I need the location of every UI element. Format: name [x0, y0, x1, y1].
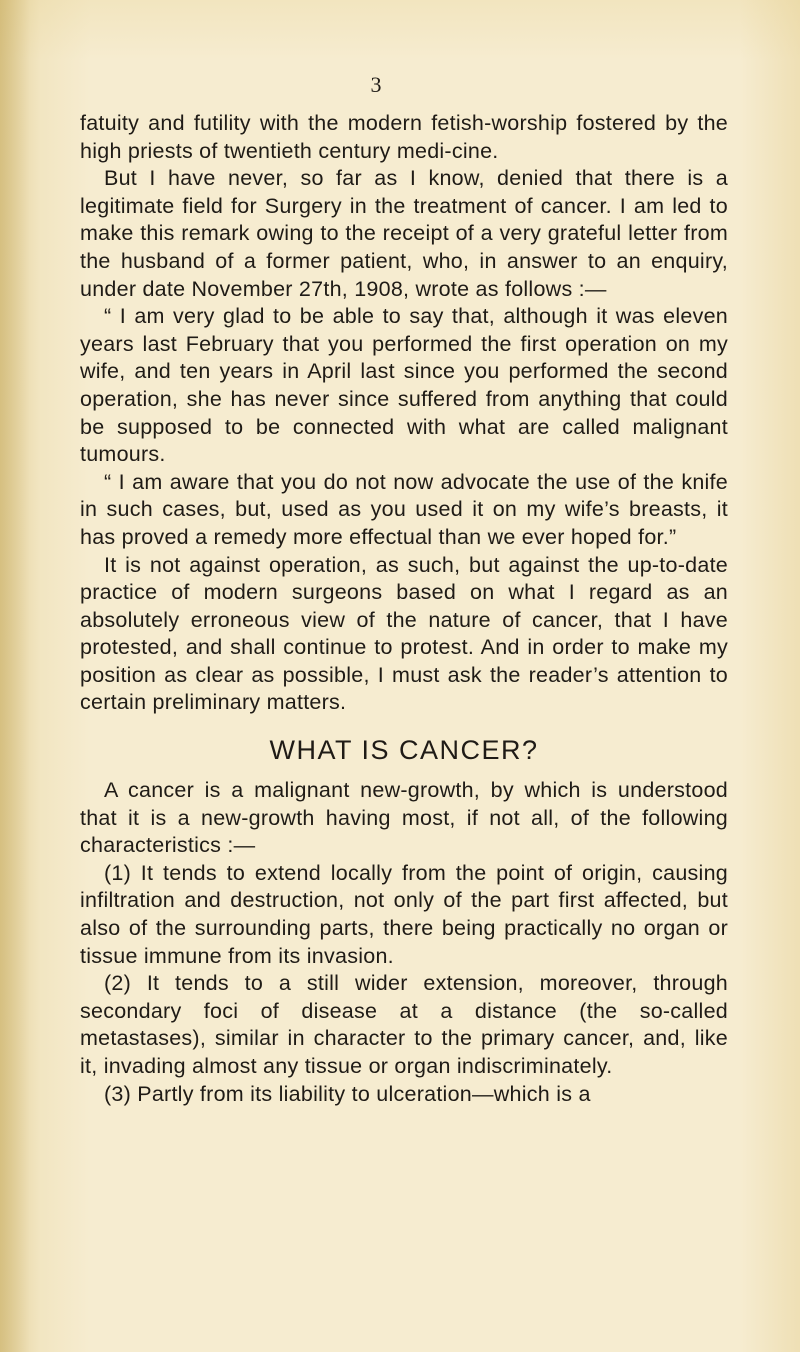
- paragraph-surgery: But I have never, so far as I know, denied that there is a legitimate field for Surgery in the treatment of cancer. I am led to make this remark owing to the receipt of a very grateful letter from the husband of a former patient, who, in answer to an enquiry, under date November 27th, 1908, wrote as follows :—: [80, 166, 728, 301]
- list-item-1: (1) It tends to extend locally from the point of origin, causing infiltration and destruction, not only of the part first affected, but also of the surrounding parts, there being practically no organ or tissue immune from its invasion.: [80, 860, 728, 968]
- paragraph-continuation: fatuity and futility with the modern fetish-worship fostered by the high priests of twentieth century medi-cine.: [80, 111, 728, 163]
- paragraph-definition: A cancer is a malignant new-growth, by which is understood that it is a new-growth having most, if not all, of the following characteristics :—: [80, 778, 728, 858]
- page-number: 3: [370, 72, 382, 97]
- page-margin-shadow: [0, 0, 30, 1352]
- paragraph-protest: It is not against operation, as such, but against the up-to-date practice of modern surgeons based on what I regard as an absolutely erroneous view of the nature of cancer, that I have protested, and shall continue to protest. And in order to make my position as clear as possible, I must ask the reader’s attention to certain preliminary matters.: [80, 552, 728, 715]
- paragraph-letter-quote-2: “ I am aware that you do not now advocate the use of the knife in such cases, but, used as you used it on my wife’s breasts, it has proved a remedy more effectual than we ever hoped for.”: [80, 469, 728, 549]
- list-item-3: (3) Partly from its liability to ulceration—which is a: [104, 1081, 591, 1106]
- section-heading: WHAT IS CANCER?: [269, 735, 539, 766]
- list-item-2: (2) It tends to a still wider extension, moreover, through secondary foci of disease at a distance (the so-called metastases), similar in character to the primary cancer, and, like it, invading almost any tissue or organ indiscriminately.: [80, 971, 728, 1078]
- paragraph-letter-quote-1: “ I am very glad to be able to say that, although it was eleven years last February that you performed the first operation on my wife, and ten years in April last since you performed the second operation, she has never since suffered from anything that could be supposed to be connected with what are called malignant tumours.: [80, 304, 728, 467]
- page-body: [80, 110, 728, 1108]
